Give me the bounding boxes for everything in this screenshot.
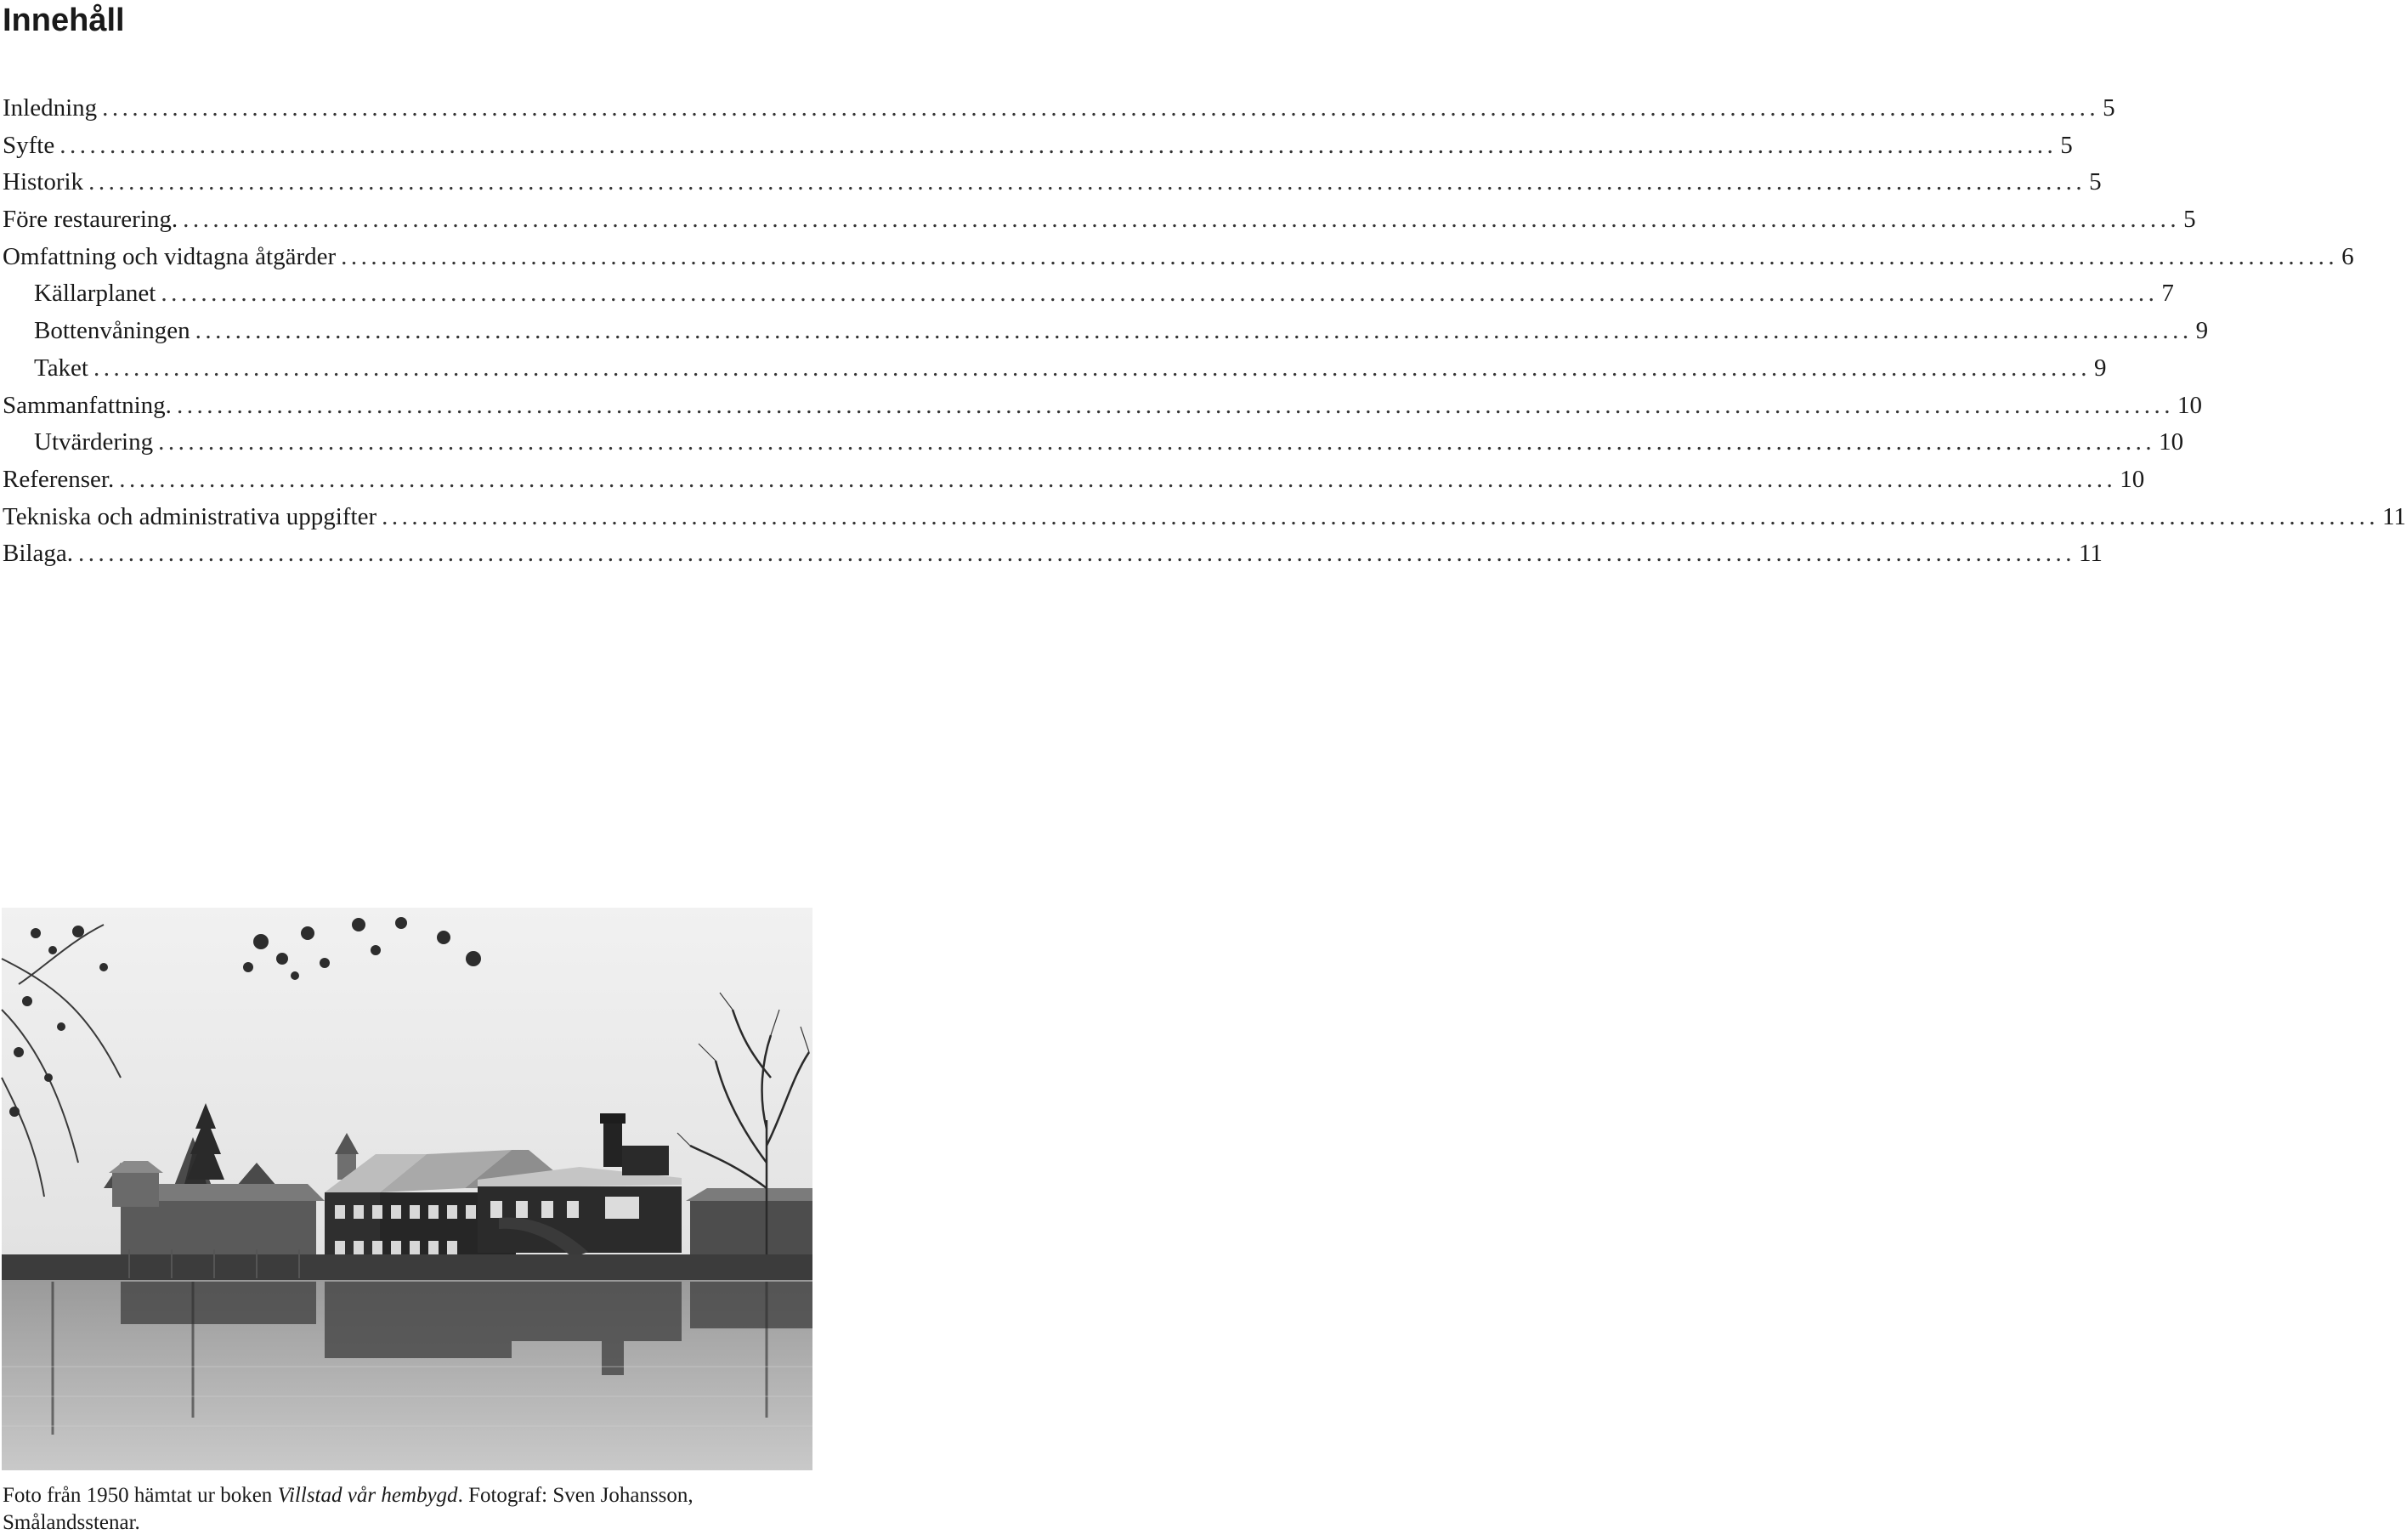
toc-entry-label: Bottenvåningen <box>34 317 190 345</box>
toc-entry[interactable] <box>3 424 2184 461</box>
toc-entry-label: Sammanfattning. <box>3 391 172 419</box>
toc-entry-page: 10 <box>2177 391 2202 419</box>
historic-photo <box>2 908 812 1470</box>
toc-dot-leader: ........................................................................................................................................................................................................ <box>88 168 2086 196</box>
toc-entry-label: Referenser. <box>3 465 115 493</box>
toc-entry[interactable] <box>3 388 2202 425</box>
toc-entry-label: Historik <box>3 168 84 196</box>
toc-dot-leader: ........................................................................................................................................................................................................ <box>119 465 2117 493</box>
toc-entry-page: 5 <box>2089 168 2102 196</box>
table-of-contents <box>3 90 2406 573</box>
toc-entry-page: 5 <box>2060 131 2073 159</box>
toc-entry[interactable] <box>3 499 2406 536</box>
toc-dot-leader: ........................................................................................................................................................................................................ <box>77 540 2075 568</box>
toc-entry[interactable] <box>3 164 2102 201</box>
toc-entry-label: Syfte <box>3 131 55 159</box>
page-title: Innehåll <box>3 3 125 38</box>
toc-entry-label: Bilaga. <box>3 540 73 568</box>
toc-entry-page: 5 <box>2103 94 2115 122</box>
caption-prefix: Foto från 1950 hämtat ur boken <box>3 1484 278 1507</box>
toc-entry-label: Omfattning och vidtagna åtgärder <box>3 242 337 270</box>
photo-low-building <box>121 1201 316 1260</box>
toc-entry-page: 11 <box>2078 540 2103 568</box>
toc-entry[interactable] <box>3 127 2073 165</box>
toc-entry-label: Inledning <box>3 94 98 122</box>
toc-entry-page: 9 <box>2094 354 2107 382</box>
toc-entry[interactable] <box>3 239 2354 276</box>
toc-entry[interactable] <box>3 535 2103 573</box>
toc-entry-label: Före restaurering. <box>3 206 178 234</box>
toc-dot-leader: ........................................................................................................................................................................................................ <box>161 280 2159 308</box>
toc-entry[interactable] <box>3 461 2145 499</box>
toc-entry-page: 11 <box>2382 502 2406 530</box>
toc-dot-leader: ........................................................................................................................................................................................................ <box>341 242 2339 270</box>
toc-entry-label: Taket <box>34 354 88 382</box>
caption-book-title: Villstad vår hembygd <box>277 1484 458 1507</box>
toc-entry[interactable] <box>3 313 2209 350</box>
toc-entry-page: 10 <box>2120 465 2145 493</box>
caption-suffix: . Fotograf: Sven Johansson, Smålandsstenar. <box>3 1484 693 1534</box>
toc-entry-page: 10 <box>2159 428 2184 456</box>
toc-entry[interactable] <box>3 350 2107 388</box>
toc-entry[interactable] <box>3 201 2196 239</box>
toc-entry-label: Källarplanet <box>34 280 156 308</box>
toc-dot-leader: ........................................................................................................................................................................................................ <box>176 391 2174 419</box>
toc-dot-leader: ........................................................................................................................................................................................................ <box>158 428 2156 456</box>
toc-dot-leader: ........................................................................................................................................................................................................ <box>59 131 2058 159</box>
toc-entry-label: Utvärdering <box>34 428 154 456</box>
toc-entry-label: Tekniska och administrativa uppgifter <box>3 502 377 530</box>
toc-entry-page: 6 <box>2341 242 2354 270</box>
toc-dot-leader: ........................................................................................................................................................................................................ <box>183 206 2181 234</box>
photo-shoreline <box>2 1254 812 1280</box>
toc-entry[interactable] <box>3 90 2115 127</box>
toc-entry[interactable] <box>3 275 2174 313</box>
toc-entry-page: 5 <box>2183 206 2196 234</box>
toc-dot-leader: ........................................................................................................................................................................................................ <box>195 317 2193 345</box>
toc-dot-leader: ........................................................................................................................................................................................................ <box>382 502 2380 530</box>
toc-dot-leader: ........................................................................................................................................................................................................ <box>102 94 2100 122</box>
photo-caption <box>3 1482 801 1537</box>
toc-dot-leader: ........................................................................................................................................................................................................ <box>93 354 2091 382</box>
toc-entry-page: 9 <box>2195 317 2209 345</box>
toc-entry-page: 7 <box>2161 280 2174 308</box>
